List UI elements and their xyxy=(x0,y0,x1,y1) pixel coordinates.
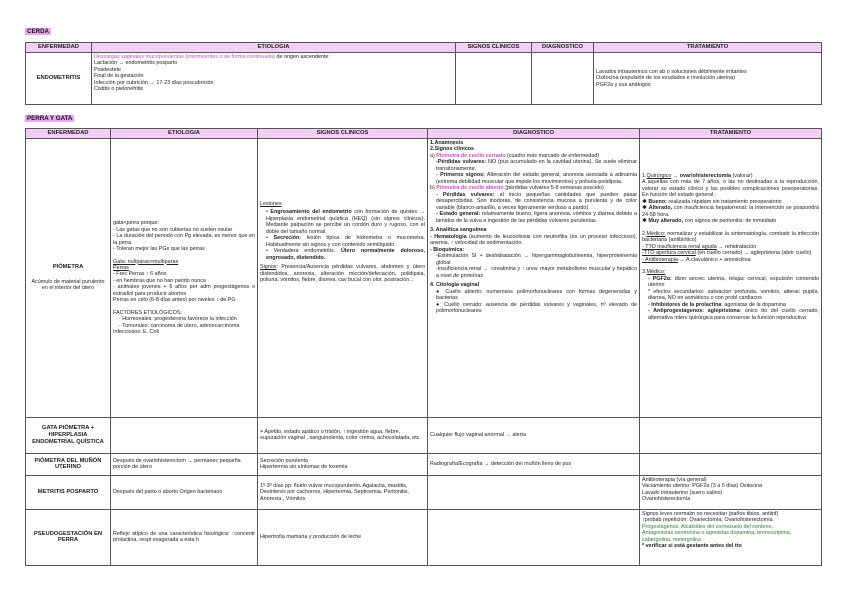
etiologia-cell: Después de ovariohisterectom → permanec pequeña porción de útero xyxy=(111,453,258,475)
disease-name: PSEUDOGESTACIÓN EN PERRA xyxy=(26,509,111,565)
diagnostico-cell xyxy=(532,52,594,104)
disease-name: PIÓMETRA DEL MUÑÓN UTERINO xyxy=(26,453,111,475)
table-row xyxy=(26,475,822,509)
tratamiento-cell: 1.Quirúrgico → ovariohisterectomía (valorar) A aquellas con más de 7 años, o las no destinadas a la reproducción, valorar su estado clínico y las posibles complicaciones posoperatorias. En función del estado general: ❖ Bueno: realizada rápidam sin tratamiento preoperatorio ❖ Alterado, con insuficiencia hepatorrenal: la intervención se pospondrá 24-58 hora. ❖ Muy alterado, con signos de peritonitis: de inmediato 2.Médico: normalizar y estabilizar la sintomatología, combatir la infección bacteriana (antibiótico) - TTO insuficiencia renal aguda → rehidratación -TTO apertura cervical (en cuello cerrado) → aglepristona (abrir cuello) - Antibioterapia → A.clavulánico + amoxicilina 3.Médico: - PGF2α: dism secrec uterina, relajac cervical, expulsión contenido uterino * efectos secundarios: salivacion profunda, vomitos, alterac pupila, diarrea, NO en asmáticos o con probl cardiacos - Inhibidores de la prolactina: agonistas de la dopamina - Antiprogestágenos: aglepristona: único tto del cuello cerrado, alternativa interv quirúrgica para conservar la función reproductiva xyxy=(640,138,822,417)
etiologia-cell: Descargas vaginales mucopurulentas (intermitentes o de forma continuada) de origen ascendente: Lactación → endometritis posparto Posdestete Final de la gestación Infección por cubrición → 17-23 días poscubrición Cistitis o pielonefritis xyxy=(92,52,456,104)
signos-cell xyxy=(456,52,532,104)
tratamiento-cell: Lavados intrauterinos con ab o soluciones débilmente irritantes Oxitocina (expulsión de los exudados e involución uterina) PGF2a y sus análogos xyxy=(594,52,822,104)
disease-desc: Acúmulo de material purulento en el interior del útero xyxy=(31,278,105,292)
tratamiento-cell xyxy=(640,417,822,453)
perra-gata-table xyxy=(25,128,822,566)
diagnostico-cell xyxy=(428,475,640,509)
disease-name: GATA PIÓMETRA + HIPERPLASIA ENDOMETRIAL QUÍSTICA xyxy=(26,417,111,453)
signos-item: • Engrosamiento del endometrio con formación de quistes → Hiperplasia endometrial quística (HEQ) (sin signos clínicos). Mediante palpación se percibe un cordón duro y rugoso, con el doble del tamaño normal. xyxy=(266,209,425,235)
header-signos: SIGNOS CLINICOS xyxy=(258,129,428,139)
perra-header-row xyxy=(26,129,822,139)
signos-item: • Verdadera endometritis. Útero normalmente doloroso, engrosado, distendido. xyxy=(266,248,426,261)
etiologia-cell: gata<perra porque: - Las gatas que no son cubiertas no suelen ovular - La duración del periodo con Pg elevada, es menor que en la perra - Toleran mejor las PGs que las perras Gata: nulíparas>multíparas Perras - Frec Perras ↑ 6 años - en hembras que no han parido nunca - animales jovenes + 6 años por adm progestágenos o estradiol para producir abortos Perras en celo (6-8 días antes) por niveles ↑ de PG FACTORES ETIOLÓGICOS: - Hormonales: progesterona favorece la infección - Tumorales: carcinoma de útero, adenocarcinoma Infecciosos: E. Coli xyxy=(111,138,258,417)
signos-cell: Lesiones • Engrosamiento del endometrio con formación de quistes → Hiperplasia endometrial quística (HEQ) (sin signos clínicos). Mediante palpación se percibe un cordón duro y rugoso, con el doble del tamaño normal. • Secreción: lesión típica de hidrometra o mucometra. Habitualmente sin signos y con contenido semilíquido. • Verdadera endometritis. Útero normalmente doloroso, engrosado, distendido. Signos: Presencia/Ausencia pérdidas vulvares, abdomen y útero distendidos, anorexia, alteración micción/defecación, polidipsia, poliuria, vómitos, fiebre, diarrea, cav bucal con olor, postración... xyxy=(258,138,428,417)
diagnostico-cell: Radiografía/Ecografía → detección del muñón lleno de pus xyxy=(428,453,640,475)
header-enfermedad: ENFERMEDAD xyxy=(26,129,111,139)
tratamiento-cell xyxy=(640,453,822,475)
table-row xyxy=(26,417,822,453)
signos-cell: 1º-3º días pp: fluido vulvar mucopurulento. Agalactia, mastitis, Desinterés por cachorros, Hipertermia, Septicemia, Peritonitis, Anorexia , Vómitos xyxy=(258,475,428,509)
table-row xyxy=(26,509,822,565)
header-diagnostico: DIAGNOSTICO xyxy=(532,43,594,53)
table-row xyxy=(26,453,822,475)
disease-cell xyxy=(26,138,111,417)
diagnostico-cell: 1.Anamnesis 2.Signos clínicos a) Piómetra de cuello cerrado (cuadro más marcado de enfermedad) -Pérdidas vulvares: NO (pus acumulado en la cavidad uterina). Se suele eliminar transitoriamente. - Primeros signos: Alteración del estado general, anorexia asociada a adinamia (extrema debilidad muscular que impide los movimientos) y poliuria-polidipsia. b) Piómetra de cuello abierto (pérdidas vulvares 5-8 semanas posceło) - Pérdidas vulvares: al inicio pequeñas cantidades que pueden pasar desapercibidas. Son inodoras, de consistencia mucosa a purulenta y de color variable (blanco-amarillo, a veces ligeramente verdoso a pardo) - Estado general: relativamente bueno, ligera anorexia, vómitos y diarrea debido a lamidos de la vulva e ingestión de las pérdidas vulvares purulentas. 3. Analítica sanguínea - Hematología (aumento de leucocitosis con neutrofilia (es un proceso infeccioso), anemia, ↑ velocidad de sedimentación. - Bioquímica: -Estimulación SI + deshidratación → hipergammaglobulinemia, hiperproteinemia global -Insuficiencia renal → ↑creatinina y ↑ urea: mayor metabolismo muscular y hepático a nivel de proteínas 4. Citología vaginal ● Cuello abierto: numerosos polimorfonucleares con formas degeneradas y bacterias ● Cuello cerrado: ausencia de pérdidas vulvares y vaginales, nº elevado de polimorfonucleares xyxy=(428,138,640,417)
signos-cell: + Apetito, estado apático o tristón, ↑ ingestión agua, fiebre, supuración vaginal , sanguinolenta, color crema, achocolatada, etc. xyxy=(258,417,428,453)
disease-name: METRITIS POSPARTO xyxy=(26,475,111,509)
signos-summary: Signos: Presencia/Ausencia pérdidas vulvares, abdomen y útero distendidos, anorexia, alteración micción/defecación, polidipsia, poliuria, vómitos, fiebre, diarrea, cav bucal con olor, postración... xyxy=(260,264,425,284)
signos-cell: Hipertrofia mamaria y producción de leche xyxy=(258,509,428,565)
cerda-header-row xyxy=(26,43,822,53)
disease-name: PIÓMETRA xyxy=(52,263,84,270)
section-title-perra-gata: PERRA Y GATA xyxy=(27,115,73,122)
header-etiologia: ETIOLOGIA xyxy=(111,129,258,139)
signos-item: • Secreción: lesión típica de hidrometra o mucometra. Habitualmente sin signos y con contenido semilíquido. xyxy=(266,235,425,248)
table-row xyxy=(26,138,822,417)
diagnostico-cell: Cualquier flujo vaginal anormal → alerta xyxy=(428,417,640,453)
header-etiologia: ETIOLOGIA xyxy=(92,43,456,53)
cerda-table xyxy=(25,42,822,105)
header-tratamiento: TRATAMIENTO xyxy=(640,129,822,139)
etiologia-cell: Reflejo atípico de una característica fisiológica: ↑concentr prolactina, respt exagerada a esta h xyxy=(111,509,258,565)
etiologia-cell xyxy=(111,417,258,453)
disease-name: ENDOMETRITIS xyxy=(26,52,92,104)
header-tratamiento: TRATAMIENTO xyxy=(594,43,822,53)
table-row xyxy=(26,52,822,104)
section-title-cerda: CERDA xyxy=(27,28,50,35)
header-signos: SIGNOS CLINICOS xyxy=(456,43,532,53)
signos-cell: Secreción purulenta Hipertermia sin síntomas de toxemia xyxy=(258,453,428,475)
etiologia-cell: Después del parto o aborto Origen bacteriano xyxy=(111,475,258,509)
header-enfermedad: ENFERMEDAD xyxy=(26,43,92,53)
diagnostico-cell xyxy=(428,509,640,565)
tratamiento-cell: Antibioterapia (vía general) Vaciamiento uterino: PGF2α (3 a 5 días) Oxitocina Lavado intrauterino (suero salino) Ovariohisterectomía xyxy=(640,475,822,509)
tratamiento-cell: Signos leves normalm no necesitan (paños tibios, antiinf) ↑probab repetición: Ovariectomía; Ovariohisterectomía Progestágenos, Alcaloides del cornezuelo del centeno, Antagonistas serotonina o agonistas dopamina, bromocriptina, cabergolina, metergolina * verificar si está gestante antes del tto xyxy=(640,509,822,565)
header-diagnostico: DIAGNOSTICO xyxy=(428,129,640,139)
